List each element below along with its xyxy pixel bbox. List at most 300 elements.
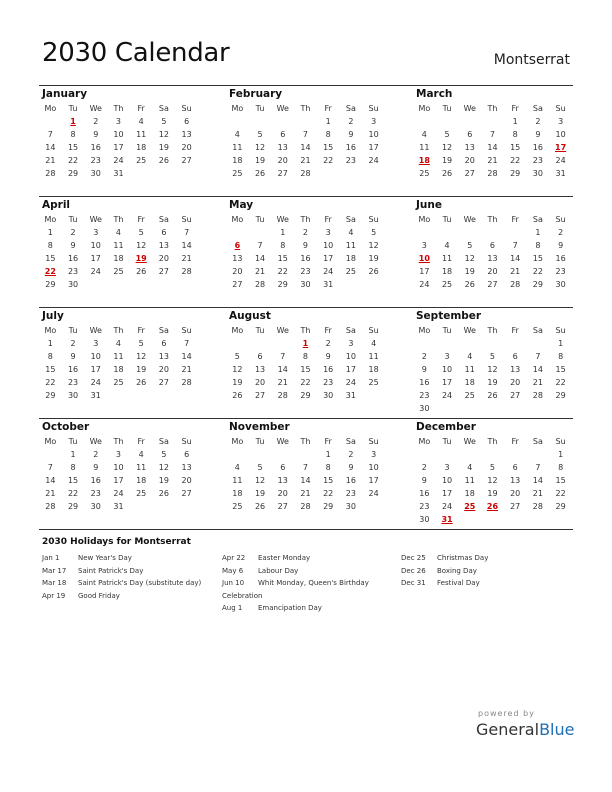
- day-cell: 8: [558, 352, 564, 361]
- weekday-header: Tu: [442, 437, 452, 446]
- day-cell: 30: [323, 391, 334, 400]
- day-cell: 22: [67, 489, 79, 498]
- day-cell: 3: [348, 339, 354, 348]
- empty-cell: [340, 167, 363, 180]
- day-cell: 29: [67, 502, 79, 511]
- empty-cell: [481, 115, 504, 128]
- day-cell: 11: [441, 254, 453, 263]
- holiday-day-cell: 17: [555, 143, 567, 152]
- day-cell: 14: [487, 143, 498, 152]
- day-cell: 19: [464, 267, 475, 276]
- day-cell: 12: [487, 365, 498, 374]
- day-cell: 6: [280, 463, 286, 472]
- day-cell: 17: [368, 143, 379, 152]
- day-cell: 15: [45, 254, 56, 263]
- day-cell: 26: [254, 169, 266, 178]
- empty-cell: [458, 226, 481, 239]
- month-table: [226, 435, 385, 513]
- weekday-header: Th: [113, 437, 124, 446]
- day-cell: 2: [325, 339, 331, 348]
- empty-cell: [153, 167, 176, 180]
- day-cell: 13: [254, 365, 266, 374]
- day-cell: 9: [70, 352, 76, 361]
- day-cell: 18: [232, 489, 243, 498]
- day-cell: 18: [136, 476, 147, 485]
- day-cell: 28: [45, 502, 56, 511]
- day-cell: 29: [555, 391, 566, 400]
- weekday-header: Tu: [442, 215, 452, 224]
- weekday-header: Sa: [345, 326, 356, 335]
- day-cell: 26: [158, 489, 169, 498]
- day-cell: 2: [348, 450, 354, 459]
- day-cell: 13: [232, 254, 243, 263]
- month-february: [226, 86, 385, 180]
- weekday-header: Sa: [345, 104, 356, 113]
- empty-cell: [84, 278, 107, 291]
- holiday-name: Saint Patrick's Day (substitute day): [78, 579, 202, 587]
- holiday-date: Jun 10: [222, 579, 245, 587]
- weekday-header: Sa: [532, 215, 543, 224]
- day-cell: 12: [487, 476, 498, 485]
- weekday-header: We: [89, 215, 102, 224]
- day-cell: 9: [348, 130, 354, 139]
- month-august: [226, 308, 385, 402]
- day-cell: 24: [368, 489, 379, 498]
- day-cell: 16: [90, 143, 101, 152]
- day-cell: 13: [510, 365, 521, 374]
- day-cell: 15: [555, 476, 566, 485]
- empty-cell: [175, 389, 198, 402]
- empty-cell: [271, 448, 294, 461]
- holiday-item: [42, 565, 222, 578]
- day-cell: 14: [532, 476, 543, 485]
- day-cell: 21: [45, 489, 56, 498]
- day-cell: 14: [181, 352, 192, 361]
- month-table: [39, 324, 198, 402]
- day-cell: 21: [181, 365, 192, 374]
- day-cell: 23: [90, 156, 101, 165]
- holiday-item: [222, 552, 402, 565]
- empty-cell: [153, 389, 176, 402]
- empty-cell: [504, 448, 527, 461]
- month-table: [39, 435, 198, 513]
- weekday-header: Su: [368, 437, 379, 446]
- day-cell: 20: [510, 489, 521, 498]
- month-december: [413, 419, 572, 526]
- weekday-header: Sa: [345, 215, 356, 224]
- day-cell: 23: [67, 267, 79, 276]
- day-cell: 2: [558, 228, 564, 237]
- day-cell: 10: [555, 130, 566, 139]
- day-cell: 20: [181, 143, 192, 152]
- day-cell: 13: [277, 143, 288, 152]
- weekday-header: Mo: [418, 104, 431, 113]
- day-cell: 20: [277, 156, 288, 165]
- day-cell: 30: [532, 169, 543, 178]
- day-cell: 4: [348, 228, 354, 237]
- empty-cell: [107, 278, 130, 291]
- day-cell: 26: [464, 280, 475, 289]
- day-cell: 11: [345, 241, 356, 250]
- day-cell: 9: [302, 241, 308, 250]
- day-cell: 21: [254, 267, 266, 276]
- day-cell: 11: [232, 143, 243, 152]
- day-cell: 19: [487, 489, 498, 498]
- brand-general: General: [476, 720, 540, 739]
- holiday-date: Apr 22: [222, 554, 246, 562]
- day-cell: 24: [419, 280, 430, 289]
- empty-cell: [481, 337, 504, 350]
- month-name: March: [416, 88, 453, 100]
- day-cell: 4: [421, 130, 427, 139]
- day-cell: 31: [113, 169, 124, 178]
- day-cell: 30: [90, 169, 101, 178]
- empty-cell: [226, 448, 249, 461]
- weekday-header: Su: [368, 326, 379, 335]
- day-cell: 13: [464, 143, 475, 152]
- weekday-header: Tu: [68, 437, 78, 446]
- weekday-header: We: [463, 215, 476, 224]
- day-cell: 9: [558, 241, 564, 250]
- day-cell: 25: [113, 267, 124, 276]
- holiday-name: Good Friday: [78, 591, 120, 600]
- day-cell: 24: [323, 267, 334, 276]
- powered-by-text: powered by: [478, 709, 535, 718]
- weekday-header: Su: [181, 104, 192, 113]
- day-cell: 13: [277, 476, 288, 485]
- day-cell: 8: [70, 463, 76, 472]
- day-cell: 30: [67, 280, 79, 289]
- day-cell: 8: [47, 241, 53, 250]
- day-cell: 21: [300, 156, 311, 165]
- weekday-header: Tu: [442, 326, 452, 335]
- day-cell: 22: [45, 378, 56, 387]
- day-cell: 9: [93, 463, 99, 472]
- day-cell: 28: [181, 378, 192, 387]
- weekday-header: Fr: [324, 326, 332, 335]
- weekday-header: Sa: [158, 215, 169, 224]
- weekday-header: Mo: [418, 326, 431, 335]
- day-cell: 16: [532, 143, 543, 152]
- day-cell: 24: [113, 156, 124, 165]
- holidays-title: 2030 Holidays for Montserrat: [42, 537, 191, 547]
- day-cell: 21: [532, 489, 543, 498]
- day-cell: 17: [113, 143, 124, 152]
- day-cell: 2: [70, 339, 76, 348]
- month-name: October: [42, 421, 90, 433]
- holiday-day-cell: 31: [441, 515, 453, 524]
- weekday-header: Mo: [231, 104, 244, 113]
- day-cell: 20: [254, 378, 266, 387]
- holiday-day-cell: 19: [135, 254, 147, 263]
- empty-cell: [504, 337, 527, 350]
- day-cell: 20: [464, 156, 475, 165]
- generalblue-logo[interactable]: [476, 720, 574, 739]
- weekday-header: Fr: [324, 437, 332, 446]
- weekday-header: We: [89, 104, 102, 113]
- day-cell: 5: [371, 228, 377, 237]
- weekday-header: Mo: [231, 215, 244, 224]
- day-cell: 12: [441, 143, 453, 152]
- holiday-day-cell: 10: [418, 254, 430, 263]
- day-cell: 14: [300, 476, 311, 485]
- holiday-date: Dec 31: [401, 579, 426, 587]
- quarter-row-3: [39, 307, 573, 418]
- day-cell: 15: [67, 476, 79, 485]
- weekday-header: Su: [555, 104, 566, 113]
- empty-cell: [549, 402, 572, 415]
- holiday-day-cell: 18: [418, 156, 430, 165]
- day-cell: 16: [323, 365, 334, 374]
- day-cell: 20: [487, 267, 498, 276]
- day-cell: 14: [510, 254, 521, 263]
- weekday-header: Su: [181, 437, 192, 446]
- day-cell: 20: [510, 378, 521, 387]
- day-cell: 26: [441, 169, 453, 178]
- month-january: [39, 86, 198, 180]
- day-cell: 29: [300, 391, 311, 400]
- month-table: [226, 324, 385, 402]
- empty-cell: [549, 513, 572, 526]
- day-cell: 12: [232, 365, 243, 374]
- weekday-header: Su: [368, 104, 379, 113]
- day-cell: 18: [232, 156, 243, 165]
- day-cell: 24: [441, 502, 453, 511]
- day-cell: 28: [532, 391, 543, 400]
- day-cell: 4: [467, 463, 473, 472]
- day-cell: 21: [181, 254, 192, 263]
- day-cell: 29: [532, 280, 543, 289]
- day-cell: 27: [277, 169, 288, 178]
- day-cell: 15: [555, 365, 566, 374]
- weekday-header: Mo: [44, 215, 57, 224]
- day-cell: 7: [184, 339, 190, 348]
- day-cell: 1: [512, 117, 518, 126]
- day-cell: 23: [532, 156, 543, 165]
- weekday-header: Fr: [137, 326, 145, 335]
- day-cell: 21: [487, 156, 498, 165]
- day-cell: 11: [113, 352, 124, 361]
- day-cell: 30: [419, 404, 430, 413]
- holiday-date: Mar 17: [42, 566, 67, 575]
- day-cell: 1: [70, 450, 76, 459]
- day-cell: 2: [348, 117, 354, 126]
- day-cell: 23: [323, 378, 334, 387]
- weekday-header: Fr: [511, 437, 519, 446]
- weekday-header: Fr: [137, 104, 145, 113]
- day-cell: 31: [113, 502, 124, 511]
- weekday-header: Sa: [158, 104, 169, 113]
- weekday-header: Tu: [255, 326, 265, 335]
- empty-cell: [249, 448, 272, 461]
- month-table: [39, 213, 198, 291]
- weekday-header: Su: [555, 215, 566, 224]
- holiday-name: Emancipation Day: [258, 604, 322, 612]
- empty-cell: [436, 448, 459, 461]
- day-cell: 7: [302, 130, 308, 139]
- holiday-item: [222, 590, 402, 603]
- empty-cell: [413, 448, 436, 461]
- day-cell: 18: [113, 254, 124, 263]
- day-cell: 19: [487, 378, 498, 387]
- day-cell: 7: [47, 463, 53, 472]
- holiday-name: New Year's Day: [78, 554, 132, 562]
- day-cell: 2: [70, 228, 76, 237]
- day-cell: 7: [184, 228, 190, 237]
- empty-cell: [107, 389, 130, 402]
- weekday-header: Th: [487, 215, 498, 224]
- weekday-header: Su: [368, 215, 379, 224]
- day-cell: 3: [371, 450, 377, 459]
- day-cell: 10: [345, 352, 356, 361]
- day-cell: 31: [555, 169, 566, 178]
- weekday-header: Th: [487, 437, 498, 446]
- day-cell: 30: [419, 515, 430, 524]
- day-cell: 25: [345, 267, 356, 276]
- day-cell: 17: [323, 254, 334, 263]
- day-cell: 6: [280, 130, 286, 139]
- day-cell: 21: [300, 489, 311, 498]
- day-cell: 15: [323, 476, 334, 485]
- weekday-header: Sa: [532, 437, 543, 446]
- weekday-header: Th: [300, 104, 311, 113]
- day-cell: 27: [232, 280, 243, 289]
- month-table: [413, 102, 572, 180]
- day-cell: 10: [323, 241, 334, 250]
- day-cell: 12: [136, 241, 147, 250]
- day-cell: 9: [421, 476, 427, 485]
- day-cell: 3: [421, 241, 427, 250]
- day-cell: 7: [535, 352, 541, 361]
- day-cell: 12: [254, 476, 266, 485]
- day-cell: 9: [535, 130, 541, 139]
- day-cell: 24: [90, 267, 101, 276]
- day-cell: 19: [136, 365, 147, 374]
- weekday-header: Th: [300, 326, 311, 335]
- empty-cell: [39, 448, 62, 461]
- weekday-header: Th: [300, 215, 311, 224]
- weekday-header: We: [463, 104, 476, 113]
- day-cell: 3: [93, 339, 99, 348]
- day-cell: 20: [158, 365, 169, 374]
- day-cell: 18: [136, 143, 147, 152]
- day-cell: 4: [115, 228, 121, 237]
- holiday-item: [42, 577, 222, 590]
- empty-cell: [458, 513, 481, 526]
- weekday-header: Th: [300, 437, 311, 446]
- day-cell: 8: [47, 352, 53, 361]
- day-cell: 9: [325, 352, 331, 361]
- day-cell: 9: [93, 130, 99, 139]
- day-cell: 30: [90, 502, 101, 511]
- weekday-header: Tu: [255, 437, 265, 446]
- empty-cell: [436, 226, 459, 239]
- day-cell: 26: [158, 156, 169, 165]
- day-cell: 17: [90, 254, 101, 263]
- day-cell: 27: [181, 489, 192, 498]
- holiday-date: May 6: [222, 566, 244, 575]
- day-cell: 28: [45, 169, 56, 178]
- day-cell: 5: [489, 352, 495, 361]
- day-cell: 20: [232, 267, 243, 276]
- holiday-date: Dec 26: [401, 566, 426, 575]
- empty-cell: [504, 226, 527, 239]
- empty-cell: [153, 278, 176, 291]
- weekday-header: We: [89, 437, 102, 446]
- weekday-header: Sa: [158, 437, 169, 446]
- empty-cell: [130, 278, 153, 291]
- weekday-header: Fr: [324, 104, 332, 113]
- day-cell: 3: [115, 450, 121, 459]
- day-cell: 26: [136, 378, 147, 387]
- day-cell: 28: [300, 502, 311, 511]
- day-cell: 12: [158, 463, 169, 472]
- day-cell: 2: [535, 117, 541, 126]
- day-cell: 29: [555, 502, 566, 511]
- day-cell: 23: [345, 156, 356, 165]
- day-cell: 7: [535, 463, 541, 472]
- day-cell: 9: [421, 365, 427, 374]
- weekday-header: Th: [113, 326, 124, 335]
- day-cell: 27: [487, 280, 498, 289]
- day-cell: 7: [47, 130, 53, 139]
- weekday-header: Tu: [255, 215, 265, 224]
- day-cell: 22: [67, 156, 79, 165]
- holiday-name: Celebration: [222, 591, 263, 600]
- day-cell: 11: [368, 352, 379, 361]
- month-name: September: [416, 310, 482, 322]
- month-july: [39, 308, 198, 402]
- empty-cell: [504, 513, 527, 526]
- day-cell: 16: [419, 378, 430, 387]
- day-cell: 12: [464, 254, 475, 263]
- day-cell: 3: [444, 352, 450, 361]
- day-cell: 1: [535, 228, 541, 237]
- empty-cell: [527, 337, 550, 350]
- holiday-item: [42, 552, 222, 565]
- day-cell: 10: [113, 463, 124, 472]
- day-cell: 8: [325, 130, 331, 139]
- holiday-day-cell: 6: [234, 241, 241, 250]
- empty-cell: [249, 226, 272, 239]
- day-cell: 12: [136, 352, 147, 361]
- holiday-item: [42, 590, 222, 603]
- empty-cell: [362, 167, 385, 180]
- day-cell: 21: [45, 156, 56, 165]
- weekday-header: Su: [181, 215, 192, 224]
- day-cell: 12: [158, 130, 169, 139]
- day-cell: 11: [464, 476, 475, 485]
- day-cell: 16: [300, 254, 311, 263]
- day-cell: 24: [555, 156, 566, 165]
- holiday-item: [401, 552, 581, 565]
- day-cell: 14: [181, 241, 192, 250]
- day-cell: 28: [181, 267, 192, 276]
- day-cell: 25: [136, 156, 147, 165]
- day-cell: 12: [254, 143, 266, 152]
- day-cell: 15: [67, 143, 79, 152]
- day-cell: 27: [254, 391, 266, 400]
- day-cell: 25: [368, 378, 379, 387]
- day-cell: 13: [181, 130, 192, 139]
- day-cell: 10: [90, 241, 101, 250]
- month-name: May: [229, 199, 254, 211]
- month-name: April: [42, 199, 71, 211]
- weekday-header: Mo: [44, 104, 57, 113]
- empty-cell: [317, 167, 340, 180]
- day-cell: 8: [280, 241, 286, 250]
- day-cell: 23: [67, 378, 79, 387]
